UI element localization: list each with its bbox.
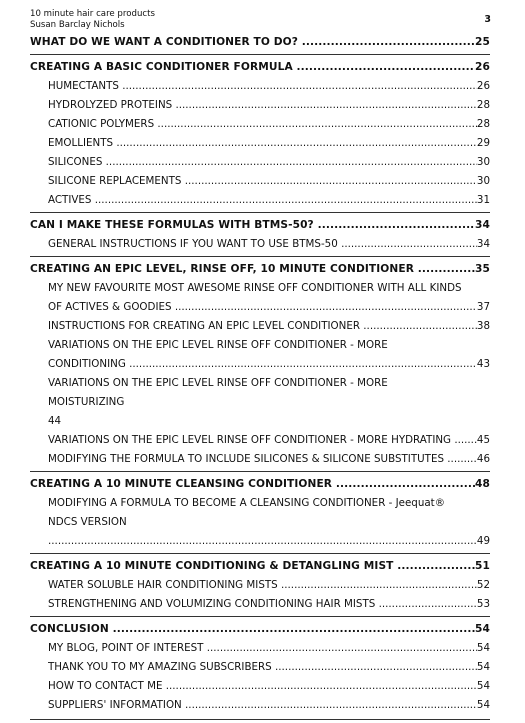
toc-entry-title: CATIONIC POLYMERS ..... [48, 115, 490, 134]
toc-entry-title: THANK YOU TO MY AMAZING SUBSCRIBERS ..... [48, 658, 490, 677]
toc-entry-page: 37 [477, 298, 490, 317]
toc-section-entry[interactable] [30, 279, 490, 317]
toc-entry-page: 28 [477, 115, 490, 134]
running-header [30, 9, 155, 30]
toc-entry-title: CREATING A BASIC CONDITIONER FORMULA ..... [30, 58, 490, 77]
toc-entry-title-continued: CONDITIONING ..... [48, 355, 490, 374]
toc-entry-page: 51 [475, 557, 490, 576]
toc-section-entry[interactable] [30, 494, 490, 551]
toc-entry-title: CONCLUSION ..... [30, 620, 490, 639]
section-divider [30, 553, 490, 554]
toc-entry-page: 25 [475, 33, 490, 52]
toc-section-entry[interactable] [30, 576, 490, 595]
toc-section-entry[interactable] [30, 191, 490, 210]
toc-section-entry[interactable] [30, 96, 490, 115]
toc-section-entry[interactable] [30, 658, 490, 677]
toc-entry-page: 28 [477, 96, 490, 115]
toc-entry-title: VARIATIONS ON THE EPIC LEVEL RINSE OFF CONDITIONER - MORE HYDRATING ..... [48, 431, 490, 450]
toc-chapter-entry[interactable] [30, 620, 490, 639]
toc-entry-title: SILICONE REPLACEMENTS ..... [48, 172, 490, 191]
toc-chapter-entry[interactable] [30, 557, 490, 576]
toc-entry-page: 30 [477, 172, 490, 191]
toc-chapter-entry[interactable] [30, 260, 490, 279]
toc-section-entry[interactable] [30, 696, 490, 715]
toc-entry-page: 31 [477, 191, 490, 210]
toc-entry-title: CAN I MAKE THESE FORMULAS WITH BTMS-50? ..... [30, 216, 490, 235]
toc-entry-title: SUPPLIERS' INFORMATION ..... [48, 696, 490, 715]
toc-entry-page: 52 [477, 576, 490, 595]
section-divider [30, 54, 490, 55]
section-divider [30, 616, 490, 617]
toc-entry-page: 43 [477, 355, 490, 374]
toc-entry-title: INSTRUCTIONS FOR CREATING AN EPIC LEVEL CONDITIONER ..... [48, 317, 490, 336]
toc-entry-page: 54 [475, 620, 490, 639]
toc-section-entry[interactable] [30, 374, 490, 431]
section-divider [30, 471, 490, 472]
toc-entry-title-continued [48, 532, 490, 551]
toc-section-entry[interactable] [30, 172, 490, 191]
toc-entry-title: WHAT DO WE WANT A CONDITIONER TO DO? ..... [30, 33, 490, 52]
toc-section-entry[interactable] [30, 317, 490, 336]
toc-entry-page: 45 [477, 431, 490, 450]
toc-entry-page: 54 [477, 639, 490, 658]
header-author: Susan Barclay Nichols [30, 19, 125, 30]
toc-section-entry[interactable] [30, 134, 490, 153]
toc-section-entry[interactable] [30, 115, 490, 134]
toc-entry-page: 26 [475, 58, 490, 77]
toc-chapter-entry[interactable] [30, 33, 490, 52]
toc-chapter-entry[interactable] [30, 58, 490, 77]
toc-entry-page: 48 [475, 475, 490, 494]
toc-entry-page: 26 [477, 77, 490, 96]
toc-section-entry[interactable] [30, 639, 490, 658]
toc-entry-title: HYDROLYZED PROTEINS ..... [48, 96, 490, 115]
toc-section-entry[interactable] [30, 431, 490, 450]
table-of-contents [30, 33, 490, 723]
section-divider [30, 719, 490, 720]
toc-section-entry[interactable] [30, 677, 490, 696]
toc-entry-title: CREATING A 10 MINUTE CLEANSING CONDITIONER ..... [30, 475, 490, 494]
toc-entry-title: STRENGTHENING AND VOLUMIZING CONDITIONING HAIR MISTS ..... [48, 595, 490, 614]
toc-entry-title: WATER SOLUBLE HAIR CONDITIONING MISTS ..... [48, 576, 490, 595]
toc-entry-title: ACTIVES ..... [48, 191, 490, 210]
toc-entry-page: 49 [477, 532, 490, 551]
toc-entry-title: VARIATIONS ON THE EPIC LEVEL RINSE OFF CONDITIONER - MORE MOISTURIZING [48, 377, 388, 408]
toc-entry-title: VARIATIONS ON THE EPIC LEVEL RINSE OFF CONDITIONER - MORE [48, 339, 388, 351]
toc-section-entry[interactable] [30, 235, 490, 254]
toc-section-entry[interactable] [30, 77, 490, 96]
toc-entry-title-continued: OF ACTIVES & GOODIES ..... [48, 298, 490, 317]
toc-section-entry[interactable] [30, 595, 490, 614]
page-number: 3 [484, 14, 491, 25]
toc-entry-title: HOW TO CONTACT ME ..... [48, 677, 490, 696]
toc-entry-title: HUMECTANTS ..... [48, 77, 490, 96]
toc-entry-page: 53 [477, 595, 490, 614]
toc-entry-title: GENERAL INSTRUCTIONS IF YOU WANT TO USE BTMS-50 ..... [48, 235, 490, 254]
toc-entry-title: SILICONES ..... [48, 153, 490, 172]
header-title: 10 minute hair care products [30, 9, 155, 19]
toc-entry-title: MODIFYING A FORMULA TO BECOME A CLEANSING CONDITIONER - Jeequat® NDCS VERSION [48, 497, 446, 528]
toc-chapter-entry[interactable] [30, 216, 490, 235]
toc-entry-page: 29 [477, 134, 490, 153]
toc-entry-page: 54 [477, 696, 490, 715]
toc-chapter-entry[interactable] [30, 475, 490, 494]
toc-entry-title: MY NEW FAVOURITE MOST AWESOME RINSE OFF CONDITIONER WITH ALL KINDS [48, 282, 462, 294]
toc-entry-title: CREATING A 10 MINUTE CONDITIONING & DETANGLING MIST ..... [30, 557, 490, 576]
toc-entry-page: 30 [477, 153, 490, 172]
toc-entry-title: MY BLOG, POINT OF INTEREST ..... [48, 639, 490, 658]
toc-section-entry[interactable] [30, 450, 490, 469]
toc-entry-page: 46 [477, 450, 490, 469]
toc-entry-page: 54 [477, 677, 490, 696]
toc-entry-title: MODIFYING THE FORMULA TO INCLUDE SILICONES & SILICONE SUBSTITUTES ..... [48, 450, 490, 469]
toc-entry-page: 35 [475, 260, 490, 279]
section-divider [30, 256, 490, 257]
section-divider [30, 212, 490, 213]
toc-entry-title: EMOLLIENTS ..... [48, 134, 490, 153]
toc-section-entry[interactable] [30, 153, 490, 172]
toc-entry-page: 54 [477, 658, 490, 677]
toc-section-entry[interactable] [30, 336, 490, 374]
toc-entry-page: 38 [477, 317, 490, 336]
toc-entry-page: 34 [475, 216, 490, 235]
toc-entry-page: 34 [477, 235, 490, 254]
toc-entry-title: CREATING AN EPIC LEVEL, RINSE OFF, 10 MINUTE CONDITIONER ..... [30, 260, 490, 279]
toc-entry-page: 44 [48, 415, 62, 427]
